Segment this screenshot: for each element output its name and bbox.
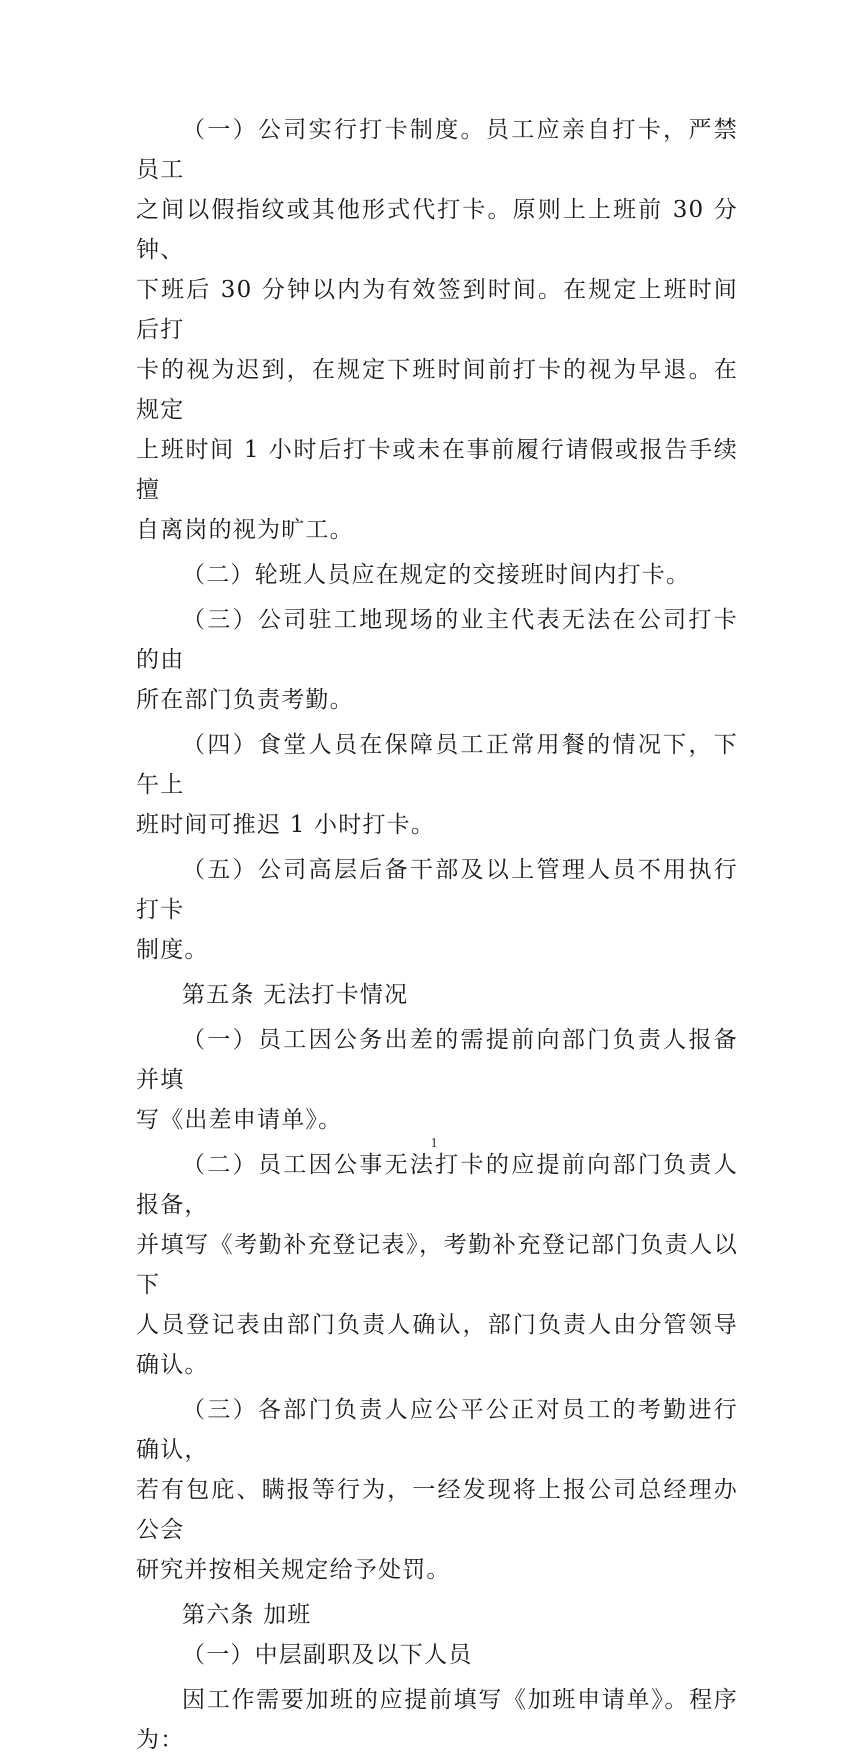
text-line: （三）公司驻工地现场的业主代表无法在公司打卡的由 [136,607,738,673]
document-body [136,110,738,1760]
paragraph-a5-item-1 [136,1020,738,1140]
text-line: 第六条 加班 [182,1602,312,1628]
text-line: 之间以假指纹或其他形式代打卡。原则上上班前 30 分钟、 [136,197,738,263]
text-line: 写《出差申请单》。 [136,1107,343,1133]
text-line: 上班时间 1 小时后打卡或未在事前履行请假或报告手续擅 [136,437,738,503]
article-5-heading [136,975,738,1015]
text-line: （二）员工因公事无法打卡的应提前向部门负责人报备， [136,1152,738,1218]
article-6-heading [136,1595,738,1635]
paragraph-a6-text [136,1680,738,1760]
page-number: 1 [430,1136,438,1151]
text-line: （二）轮班人员应在规定的交接班时间内打卡。 [182,562,691,588]
text-line: 卡的视为迟到，在规定下班时间前打卡的视为早退。在规定 [136,357,738,423]
paragraph-item-4 [136,725,738,845]
paragraph-item-1 [136,110,738,550]
text-line: （一）公司实行打卡制度。员工应亲自打卡，严禁员工 [136,117,738,183]
text-line: 所在部门负责考勤。 [136,687,354,713]
text-line: 第五条 无法打卡情况 [182,982,409,1008]
paragraph-a5-item-2 [136,1145,738,1385]
paragraph-a5-item-3 [136,1390,738,1590]
text-line: （一）员工因公务出差的需提前向部门负责人报备并填 [136,1027,738,1093]
text-line: 制度。 [136,937,209,963]
text-line: 若有包庇、瞒报等行为，一经发现将上报公司总经理办公会 [136,1477,738,1543]
text-line: 下班后 30 分钟以内为有效签到时间。在规定上班时间后打 [136,277,738,343]
text-line: 并填写《考勤补充登记表》，考勤补充登记部门负责人以下 [136,1232,738,1298]
paragraph-a6-item-1 [136,1635,738,1675]
paragraph-item-2 [136,555,738,595]
text-line: 因工作需要加班的应提前填写《加班申请单》。程序为： [136,1687,738,1753]
text-line: （四）食堂人员在保障员工正常用餐的情况下，下午上 [136,732,738,798]
text-line: （一）中层副职及以下人员 [182,1642,473,1668]
paragraph-item-5 [136,850,738,970]
text-line: 人员登记表由部门负责人确认，部门负责人由分管领导确认。 [136,1312,738,1378]
text-line: （三）各部门负责人应公平公正对员工的考勤进行确认， [136,1397,738,1463]
paragraph-item-3 [136,600,738,720]
text-line: 自离岗的视为旷工。 [136,517,354,543]
text-line: （五）公司高层后备干部及以上管理人员不用执行打卡 [136,857,738,923]
text-line: 研究并按相关规定给予处罚。 [136,1557,451,1583]
text-line: 班时间可推迟 1 小时打卡。 [136,812,436,838]
